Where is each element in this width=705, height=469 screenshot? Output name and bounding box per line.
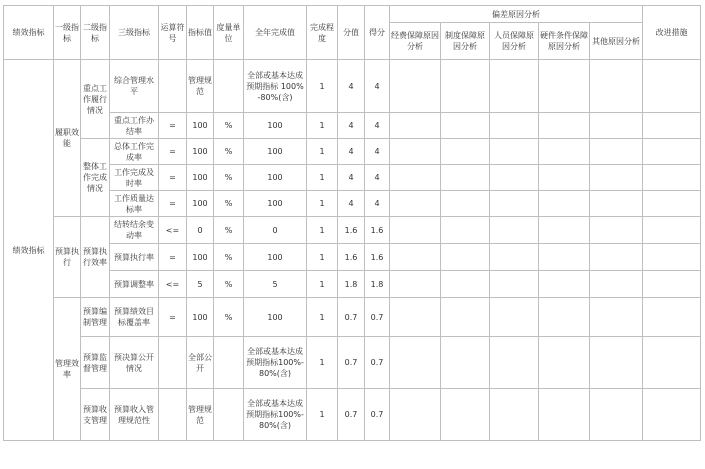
cell-done: 100	[244, 113, 307, 139]
cell-unit: %	[214, 191, 244, 217]
cell-empty	[643, 165, 701, 191]
cell-empty	[490, 191, 539, 217]
cell-unit: %	[214, 244, 244, 271]
cell-value: 5	[187, 271, 214, 298]
cell-name: 预算调整率	[110, 271, 159, 298]
cell-score: 0.7	[365, 298, 390, 337]
header-dev-hardware: 硬件条件保障原因分析	[539, 23, 590, 60]
cell-name: 工作完成及时率	[110, 165, 159, 191]
header-level3: 三级指标	[110, 6, 159, 60]
sub-key-work: 重点工作履行情况	[81, 60, 110, 139]
cell-unit: %	[214, 271, 244, 298]
cell-score: 0.7	[365, 389, 390, 441]
cell-unit: %	[214, 298, 244, 337]
cell-empty	[539, 191, 590, 217]
cell-op: <=	[159, 217, 187, 244]
cell-empty	[643, 271, 701, 298]
cell-score: 4	[365, 191, 390, 217]
cell-empty	[643, 191, 701, 217]
cell-op	[159, 337, 187, 389]
header-unit: 度量单位	[214, 6, 244, 60]
cell-degree: 1	[307, 271, 338, 298]
cell-degree: 1	[307, 60, 338, 113]
cell-op: =	[159, 113, 187, 139]
cell-name: 预决算公开情况	[110, 337, 159, 389]
cell-score-value: 4	[338, 191, 365, 217]
cell-empty	[539, 337, 590, 389]
cell-score-value: 0.7	[338, 337, 365, 389]
cell-done: 全部或基本达成预期指标 100%-80%(含)	[244, 60, 307, 113]
cell-empty	[590, 113, 643, 139]
cell-empty	[643, 389, 701, 441]
cell-op: =	[159, 139, 187, 165]
group-mgmt: 管理效率	[54, 298, 81, 441]
header-annual-done: 全年完成值	[244, 6, 307, 60]
cell-empty	[590, 389, 643, 441]
cell-name: 工作质量达标率	[110, 191, 159, 217]
cell-op: =	[159, 165, 187, 191]
table-row	[4, 389, 701, 441]
cell-empty	[643, 113, 701, 139]
cell-name: 预算绩效目标覆盖率	[110, 298, 159, 337]
cell-empty	[490, 139, 539, 165]
cell-score-value: 0.7	[338, 298, 365, 337]
cell-unit	[214, 389, 244, 441]
cell-degree: 1	[307, 217, 338, 244]
cell-unit: %	[214, 165, 244, 191]
cell-empty	[390, 165, 441, 191]
header-improve: 改进措施	[643, 6, 701, 60]
header-dev-staff: 人员保障原因分析	[490, 23, 539, 60]
cell-empty	[441, 217, 490, 244]
header-degree: 完成程度	[307, 6, 338, 60]
cell-empty	[441, 271, 490, 298]
cell-empty	[441, 337, 490, 389]
cell-empty	[490, 389, 539, 441]
cell-done: 5	[244, 271, 307, 298]
cell-done: 全部或基本达成预期指标100%-80%(含)	[244, 389, 307, 441]
cell-op	[159, 389, 187, 441]
cell-score-value: 1.8	[338, 271, 365, 298]
cell-degree: 1	[307, 337, 338, 389]
cell-empty	[390, 191, 441, 217]
cell-name: 重点工作办结率	[110, 113, 159, 139]
header-operator: 运算符号	[159, 6, 187, 60]
cell-empty	[539, 244, 590, 271]
cell-degree: 1	[307, 191, 338, 217]
cell-value: 100	[187, 139, 214, 165]
cell-value: 0	[187, 217, 214, 244]
header-score-value: 分值	[338, 6, 365, 60]
cell-empty	[441, 191, 490, 217]
cell-empty	[490, 113, 539, 139]
cell-empty	[590, 217, 643, 244]
cell-op: =	[159, 191, 187, 217]
cell-empty	[441, 113, 490, 139]
sub-budget-eff: 预算执行效率	[81, 217, 110, 298]
cell-score: 4	[365, 139, 390, 165]
cell-empty	[441, 60, 490, 113]
cell-score-value: 4	[338, 60, 365, 113]
sub-budget-prep: 预算编制管理	[81, 298, 110, 337]
cell-done: 100	[244, 298, 307, 337]
cell-unit: %	[214, 139, 244, 165]
table-row	[4, 217, 701, 244]
cell-unit: %	[214, 113, 244, 139]
header-score: 得分	[365, 6, 390, 60]
cell-empty	[390, 217, 441, 244]
cell-degree: 1	[307, 113, 338, 139]
cell-empty	[539, 217, 590, 244]
cell-name: 总体工作完成率	[110, 139, 159, 165]
cell-empty	[643, 298, 701, 337]
header-deviation: 偏差原因分析	[390, 6, 643, 23]
cell-score: 4	[365, 60, 390, 113]
cell-empty	[590, 139, 643, 165]
cell-score: 0.7	[365, 337, 390, 389]
cell-value: 100	[187, 113, 214, 139]
cell-done: 100	[244, 244, 307, 271]
cell-op: =	[159, 298, 187, 337]
cell-name: 结转结余变动率	[110, 217, 159, 244]
cell-empty	[590, 191, 643, 217]
cell-empty	[539, 165, 590, 191]
cell-value: 100	[187, 244, 214, 271]
cell-degree: 1	[307, 139, 338, 165]
cell-empty	[539, 60, 590, 113]
cell-unit	[214, 60, 244, 113]
cell-op	[159, 60, 187, 113]
cell-empty	[390, 244, 441, 271]
cell-empty	[441, 389, 490, 441]
header-level1: 一级指标	[54, 6, 81, 60]
group-duty: 履职效能	[54, 60, 81, 217]
cell-empty	[390, 113, 441, 139]
cell-empty	[390, 389, 441, 441]
cell-degree: 1	[307, 389, 338, 441]
cell-score-value: 1.6	[338, 244, 365, 271]
cell-score-value: 0.7	[338, 389, 365, 441]
cell-name: 预算收入管理规范性	[110, 389, 159, 441]
cell-empty	[539, 389, 590, 441]
cell-empty	[390, 139, 441, 165]
cell-empty	[643, 337, 701, 389]
cell-empty	[490, 60, 539, 113]
group-perf: 绩效指标	[4, 60, 54, 441]
cell-empty	[643, 244, 701, 271]
cell-empty	[490, 337, 539, 389]
cell-score: 4	[365, 113, 390, 139]
cell-name: 预算执行率	[110, 244, 159, 271]
cell-empty	[390, 298, 441, 337]
header-level2: 二级指标	[81, 6, 110, 60]
cell-value: 100	[187, 165, 214, 191]
cell-empty	[390, 337, 441, 389]
cell-empty	[539, 139, 590, 165]
cell-empty	[643, 217, 701, 244]
table-row	[4, 337, 701, 389]
cell-empty	[590, 298, 643, 337]
header-dev-system: 制度保障原因分析	[441, 23, 490, 60]
cell-empty	[441, 298, 490, 337]
cell-empty	[390, 271, 441, 298]
table-row	[4, 139, 701, 165]
cell-empty	[643, 139, 701, 165]
cell-empty	[590, 337, 643, 389]
cell-op: =	[159, 244, 187, 271]
cell-empty	[441, 244, 490, 271]
cell-empty	[539, 271, 590, 298]
cell-empty	[441, 165, 490, 191]
group-budget: 预算执行	[54, 217, 81, 298]
sub-budget-rev: 预算收支管理	[81, 389, 110, 441]
cell-score-value: 4	[338, 113, 365, 139]
cell-score: 1.6	[365, 217, 390, 244]
cell-done: 全部或基本达成预期指标100%-80%(含)	[244, 337, 307, 389]
header-target-value: 指标值	[187, 6, 214, 60]
cell-score: 1.8	[365, 271, 390, 298]
cell-empty	[539, 298, 590, 337]
table-row	[4, 60, 701, 113]
cell-empty	[490, 298, 539, 337]
sub-budget-sup: 预算监督管理	[81, 337, 110, 389]
cell-empty	[590, 244, 643, 271]
cell-score: 1.6	[365, 244, 390, 271]
cell-unit: %	[214, 217, 244, 244]
cell-degree: 1	[307, 298, 338, 337]
cell-empty	[539, 113, 590, 139]
cell-empty	[590, 165, 643, 191]
cell-empty	[490, 244, 539, 271]
cell-empty	[643, 60, 701, 113]
cell-degree: 1	[307, 165, 338, 191]
cell-value: 管理规范	[187, 60, 214, 113]
cell-value: 全部公开	[187, 337, 214, 389]
cell-empty	[490, 165, 539, 191]
cell-name: 综合管理水平	[110, 60, 159, 113]
table-row	[4, 298, 701, 337]
cell-empty	[590, 60, 643, 113]
cell-degree: 1	[307, 244, 338, 271]
header-dev-other: 其他原因分析	[590, 23, 643, 60]
cell-empty	[490, 217, 539, 244]
header-dev-funding: 经费保障原因分析	[390, 23, 441, 60]
cell-done: 100	[244, 165, 307, 191]
cell-unit	[214, 337, 244, 389]
sub-overall: 整体工作完成情况	[81, 139, 110, 217]
cell-value: 管理规范	[187, 389, 214, 441]
cell-done: 100	[244, 191, 307, 217]
cell-empty	[490, 271, 539, 298]
cell-empty	[390, 60, 441, 113]
cell-score-value: 4	[338, 165, 365, 191]
cell-score: 4	[365, 165, 390, 191]
performance-evaluation-table	[3, 5, 701, 441]
cell-op: <=	[159, 271, 187, 298]
cell-score-value: 4	[338, 139, 365, 165]
header-perf-indicator: 绩效指标	[4, 6, 54, 60]
cell-value: 100	[187, 298, 214, 337]
cell-done: 0	[244, 217, 307, 244]
cell-done: 100	[244, 139, 307, 165]
cell-value: 100	[187, 191, 214, 217]
cell-empty	[441, 139, 490, 165]
cell-score-value: 1.6	[338, 217, 365, 244]
cell-empty	[590, 271, 643, 298]
